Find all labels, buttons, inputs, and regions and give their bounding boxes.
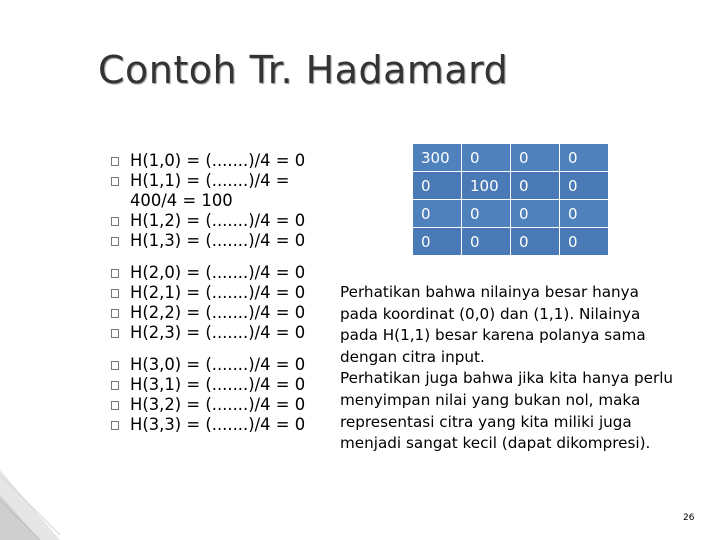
note-line: pada H(1,1) besar karena polanya sama	[340, 326, 646, 345]
matrix-cell: 0	[462, 200, 511, 228]
bullet-text: 400/4 = 100	[130, 191, 233, 210]
square-bullet-icon	[111, 269, 119, 278]
bullet-text: H(1,3) = (.......)/4 = 0	[130, 231, 306, 250]
matrix-row	[413, 144, 609, 172]
bullet-item	[108, 375, 343, 395]
note-line: menjadi sangat kecil (dapat dikompresi).	[340, 434, 651, 453]
bullet-item	[108, 263, 343, 283]
matrix-cell: 0	[462, 228, 511, 256]
bullet-list	[108, 151, 343, 447]
hadamard-result-matrix	[412, 143, 609, 256]
square-bullet-icon	[111, 289, 119, 298]
square-bullet-icon	[111, 217, 119, 226]
bullet-item	[108, 171, 343, 191]
explanation-text	[340, 282, 715, 455]
bullet-item	[108, 303, 343, 323]
bullet-item	[108, 151, 343, 171]
matrix-cell: 0	[413, 200, 462, 228]
bullet-item	[108, 355, 343, 375]
matrix-row	[413, 172, 609, 200]
square-bullet-icon	[111, 157, 119, 166]
bullet-item	[108, 323, 343, 343]
bullet-text: H(3,3) = (.......)/4 = 0	[130, 415, 306, 434]
bullet-item	[108, 395, 343, 415]
note-line: representasi citra yang kita miliki juga	[340, 412, 632, 431]
bullet-item	[108, 415, 343, 435]
matrix-cell: 0	[560, 228, 609, 256]
page-number: 26	[683, 513, 695, 523]
bullet-continuation	[108, 191, 343, 211]
bullet-group-row-3	[108, 355, 343, 435]
bullet-text: H(3,2) = (.......)/4 = 0	[130, 395, 306, 414]
square-bullet-icon	[111, 381, 119, 390]
matrix-row	[413, 228, 609, 256]
corner-decoration	[0, 450, 60, 540]
note-line: Perhatikan bahwa nilainya besar hanya	[340, 283, 639, 301]
square-bullet-icon	[111, 309, 119, 318]
bullet-group-row-1	[108, 151, 343, 251]
bullet-text: H(2,3) = (.......)/4 = 0	[130, 323, 306, 342]
bullet-item	[108, 231, 343, 251]
bullet-text: H(3,0) = (.......)/4 = 0	[130, 355, 306, 374]
slide-title: Contoh Tr. Hadamard	[98, 48, 509, 92]
matrix-row	[413, 200, 609, 228]
note-line: dengan citra input.	[340, 347, 485, 366]
matrix-cell: 0	[560, 172, 609, 200]
matrix-cell: 100	[462, 172, 511, 200]
matrix-cell: 0	[462, 144, 511, 172]
bullet-text: H(3,1) = (.......)/4 = 0	[130, 375, 306, 394]
bullet-text: H(1,0) = (.......)/4 = 0	[130, 151, 306, 170]
matrix-cell: 0	[511, 172, 560, 200]
note-line: Perhatikan juga bahwa jika kita hanya perlu	[340, 369, 674, 388]
matrix-cell: 0	[511, 228, 560, 256]
matrix-cell: 0	[511, 144, 560, 172]
matrix-cell: 0	[413, 172, 462, 200]
bullet-group-row-2	[108, 263, 343, 343]
square-bullet-icon	[111, 401, 119, 410]
bullet-item	[108, 283, 343, 303]
matrix-cell: 0	[413, 228, 462, 256]
bullet-text: H(2,2) = (.......)/4 = 0	[130, 303, 306, 322]
square-bullet-icon	[111, 421, 119, 430]
matrix-cell: 0	[560, 200, 609, 228]
note-line: pada koordinat (0,0) dan (1,1). Nilainya	[340, 304, 641, 323]
matrix-cell: 300	[413, 144, 462, 172]
bullet-text: H(2,0) = (.......)/4 = 0	[130, 263, 306, 282]
matrix-cell: 0	[511, 200, 560, 228]
square-bullet-icon	[111, 177, 119, 186]
matrix-cell: 0	[560, 144, 609, 172]
bullet-item	[108, 211, 343, 231]
square-bullet-icon	[111, 237, 119, 246]
bullet-text: H(1,2) = (.......)/4 = 0	[130, 211, 306, 230]
square-bullet-icon	[111, 361, 119, 370]
square-bullet-icon	[111, 329, 119, 338]
note-line: menyimpan nilai yang bukan nol, maka	[340, 390, 641, 409]
bullet-text: H(1,1) = (.......)/4 =	[130, 171, 290, 190]
bullet-text: H(2,1) = (.......)/4 = 0	[130, 283, 306, 302]
